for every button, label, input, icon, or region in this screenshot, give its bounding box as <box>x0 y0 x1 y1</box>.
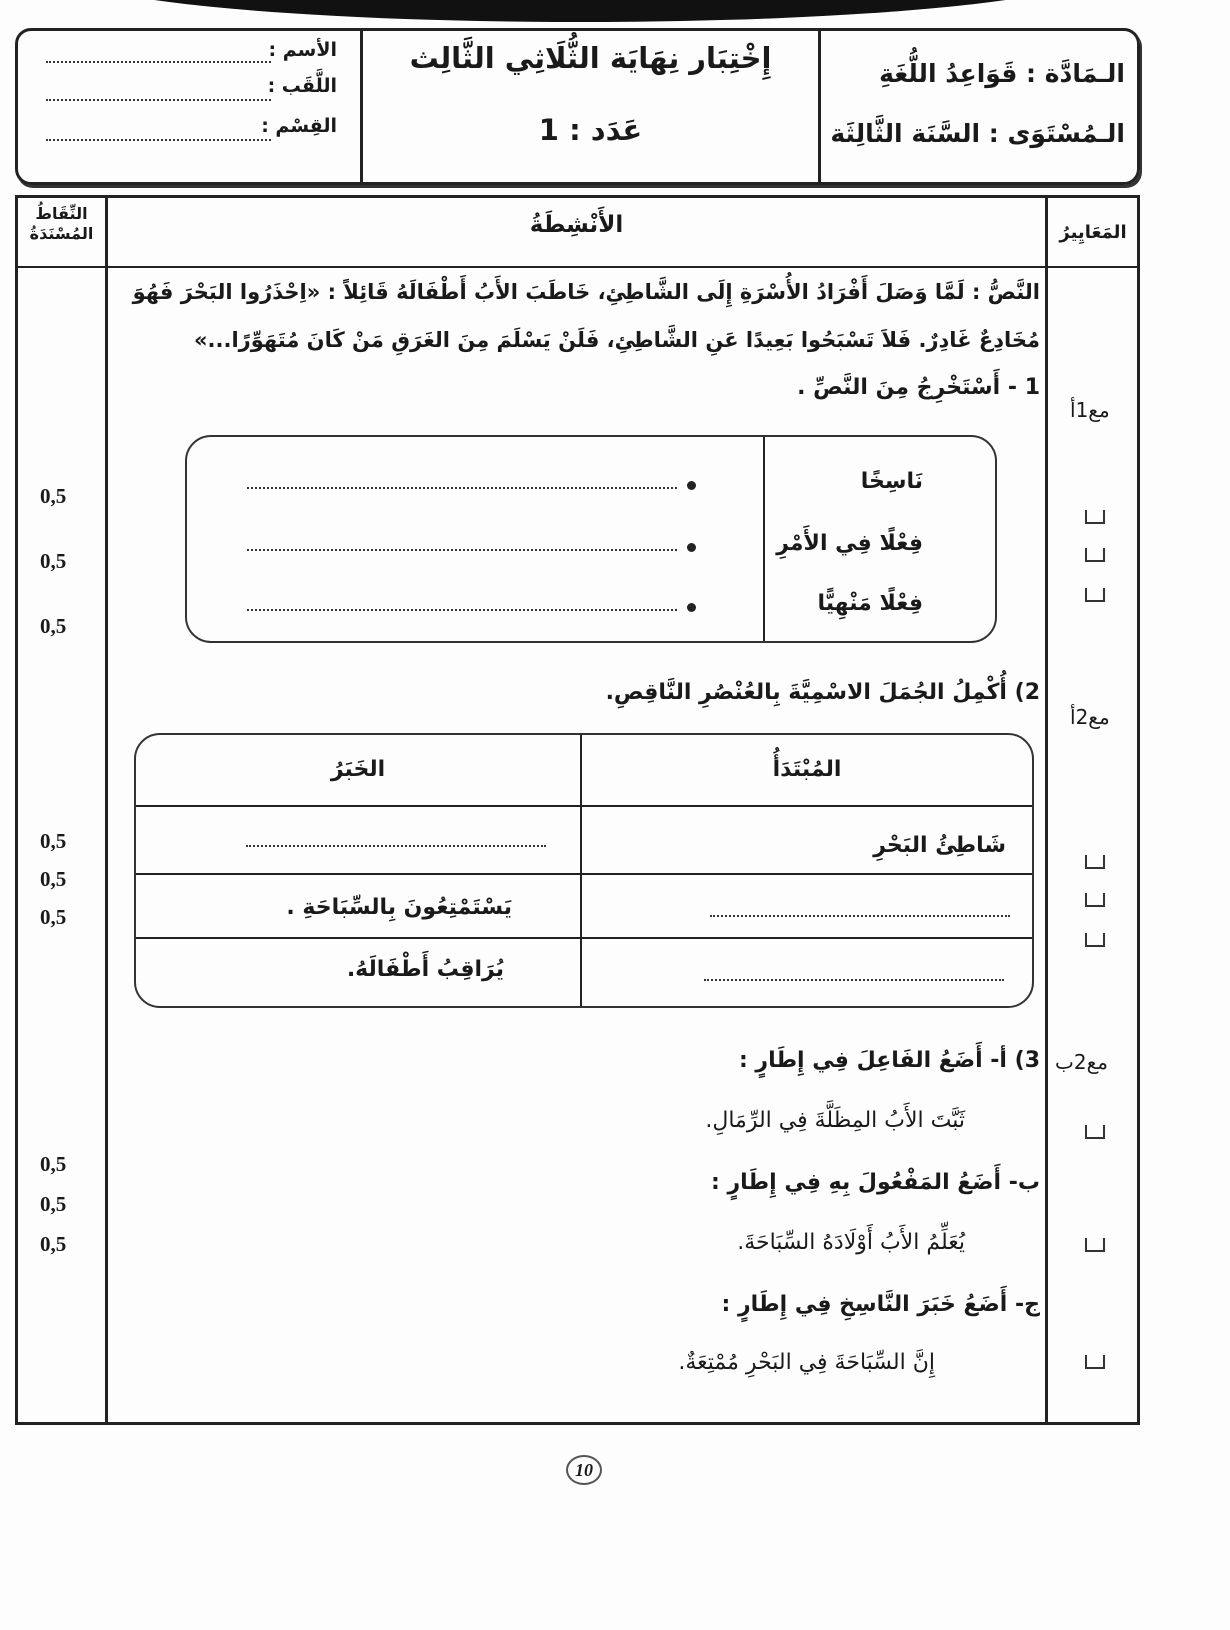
name-field[interactable] <box>46 61 271 63</box>
row1-subject: شَاطِئُ البَحْرِ <box>873 833 1006 858</box>
points-value: 0,5 <box>40 614 67 638</box>
points-value: 0,5 <box>40 1152 67 1176</box>
level-label: الـمُسْتَوَى : السَّنَة الثَّالِثَة <box>830 119 1125 148</box>
points-value: 0,5 <box>40 905 67 929</box>
subject-label: الـمَادَّة : قَوَاعِدُ اللُّغَةِ <box>879 59 1125 88</box>
criterion-q2: مع2أ <box>1070 705 1110 729</box>
criterion-checkbox[interactable] <box>1085 510 1105 524</box>
row3-subject-field[interactable] <box>704 979 1004 981</box>
passage-line-1: النَّصُّ : لَمَّا وَصَلَ أَفْرَادُ الأُسْرَةِ إِلَى الشَّاطِئِ، خَاطَبَ الأَبُ أَطْفَالَهُ قَائِلاً : «اِحْذَرُوا البَحْرَ فَهُوَ <box>132 280 1040 304</box>
col-criteria-header: المَعَايِيرُ <box>1059 222 1127 243</box>
row3-predicate: يُرَاقِبُ أَطْفَالَهُ. <box>346 957 504 982</box>
q2-prompt: 2) أُكْمِلُ الجُمَلَ الاسْمِيَّةَ بِالعُنْصُرِ النَّاقِصِ. <box>605 680 1040 705</box>
q1-item-3: فِعْلًا مَنْهِيًّا <box>817 591 923 616</box>
criterion-checkbox[interactable] <box>1085 588 1105 602</box>
class-label: القِسْم : <box>261 115 337 137</box>
criterion-q1: مع1أ <box>1070 398 1110 422</box>
col-subject-header: المُبْتَدَأُ <box>772 757 842 782</box>
page-number: 10 <box>566 1455 602 1485</box>
exam-header <box>15 28 1140 185</box>
points-value: 0,5 <box>40 549 67 573</box>
q1-item-2: فِعْلًا فِي الأَمْرِ <box>776 531 923 556</box>
criterion-q3: مع2ب <box>1055 1050 1108 1074</box>
bullet-icon <box>687 543 696 552</box>
divider <box>105 198 108 1422</box>
bullet-icon <box>687 603 696 612</box>
q1-answer-box <box>185 435 997 643</box>
row1-predicate-field[interactable] <box>246 845 546 847</box>
q3c-sentence: إِنَّ السِّبَاحَةَ فِي البَحْرِ مُمْتِعَةٌ. <box>678 1350 935 1375</box>
col-predicate-header: الخَبَرُ <box>330 757 386 782</box>
criterion-checkbox[interactable] <box>1085 1238 1105 1252</box>
criterion-checkbox[interactable] <box>1085 855 1105 869</box>
criterion-checkbox[interactable] <box>1085 893 1105 907</box>
q3a-sentence: ثَبَّتَ الأَبُ المِظَلَّةَ فِي الرِّمَالِ. <box>705 1108 965 1133</box>
points-value: 0,5 <box>40 1192 67 1216</box>
row2-subject-field[interactable] <box>710 915 1010 917</box>
criterion-checkbox[interactable] <box>1085 933 1105 947</box>
exam-number: عَدَد : 1 <box>538 113 643 147</box>
points-value: 0,5 <box>40 829 67 853</box>
divider <box>136 873 1032 875</box>
q3b-prompt: ب- أَضَعُ المَفْعُولَ بِهِ فِي إِطَارٍ : <box>711 1170 1040 1195</box>
q3a-prompt: 3) أ- أَضَعُ الفَاعِلَ فِي إِطَارٍ : <box>738 1048 1040 1073</box>
q1-item-1: نَاسِخًا <box>860 469 923 494</box>
col-points-header: النِّقَاطُ المُسْنَدَةُ <box>29 204 94 243</box>
divider <box>136 937 1032 939</box>
surname-label: اللَّقَب : <box>267 75 337 97</box>
divider <box>1045 198 1048 1422</box>
q1-answer-3[interactable] <box>247 609 677 611</box>
criterion-checkbox[interactable] <box>1085 1355 1105 1369</box>
class-field[interactable] <box>46 139 271 141</box>
points-value: 0,5 <box>40 867 67 891</box>
divider <box>763 437 765 641</box>
bullet-icon <box>687 481 696 490</box>
q3c-prompt: ج- أَضَعُ خَبَرَ النَّاسِخِ فِي إِطَارٍ : <box>721 1292 1040 1317</box>
points-value: 0,5 <box>40 484 67 508</box>
top-decorative-bar <box>60 0 1100 22</box>
q2-table <box>134 733 1034 1008</box>
surname-field[interactable] <box>46 99 271 101</box>
row2-predicate: يَسْتَمْتِعُونَ بِالسِّبَاحَةِ . <box>286 895 512 920</box>
name-label: الأسم : <box>268 39 337 61</box>
passage-line-2: مُخَادِعٌ غَادِرٌ. فَلاَ تَسْبَحُوا بَعِيدًا عَنِ الشَّاطِئِ، فَلَنْ يَسْلَمَ مِنَ الغَرَقِ مَنْ كَانَ مُتَهَوِّرًا...» <box>193 328 1040 352</box>
q1-prompt: 1 - أَسْتَخْرِجُ مِنَ النَّصِّ . <box>797 375 1040 400</box>
divider <box>18 266 1137 268</box>
q1-answer-2[interactable] <box>247 549 677 551</box>
divider <box>818 31 821 182</box>
col-activities-header: الأَنْشِطَةُ <box>529 212 624 238</box>
q3b-sentence: يُعَلِّمُ الأَبُ أَوْلَادَهُ السِّبَاحَةَ. <box>737 1230 965 1255</box>
exam-title: إِخْتِبَار نِهَايَة الثُّلَاثِي الثَّالِث <box>409 41 772 75</box>
criterion-checkbox[interactable] <box>1085 1125 1105 1139</box>
divider <box>136 805 1032 807</box>
points-value: 0,5 <box>40 1232 67 1256</box>
q1-answer-1[interactable] <box>247 487 677 489</box>
criterion-checkbox[interactable] <box>1085 548 1105 562</box>
